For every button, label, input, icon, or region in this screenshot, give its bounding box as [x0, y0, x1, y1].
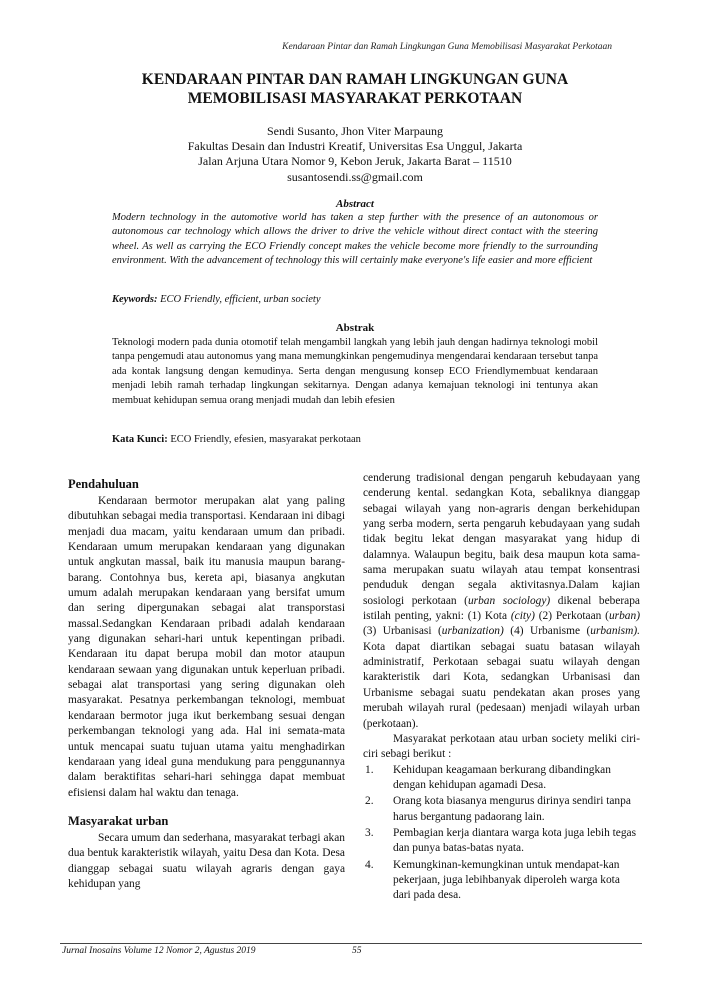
- keywords-en-label: Keywords:: [112, 294, 158, 305]
- text-run: cenderung tradisional dengan pengaruh kebudayaan yang cenderung kental. sedangkan Kota, sebaliknya dianggap sebagai wilayah yang non-agraris dengan berkehidupan yang serba modern, serta pengaruh kebudayaan yang sudah tidak begitu lekat dengan masyarakat yang hidup di dalamnya. Walaupun begitu, baik desa maupun kota sama-sama merupakan suatu wilayah atau tempat konsentrasi penduduk dengan segala aktivitasnya.Dalam kajian sosiologi perkotaan (: [363, 472, 640, 607]
- section-heading-pendahuluan: Pendahuluan: [68, 477, 139, 491]
- list-text: Kemungkinan-kemungkinan untuk mendapat-kan pekerjaan, juga lebihbanyak diperoleh warga kota dari pada desa.: [393, 858, 620, 902]
- term-urbanization: urbanization): [441, 625, 504, 638]
- keywords-en-values: ECO Friendly, efficient, urban society: [157, 294, 321, 305]
- text-run: (4) Urbanisme (: [503, 625, 591, 638]
- keywords-id-values: ECO Friendly, efesien, masyarakat perkotaan: [167, 434, 361, 445]
- author-email: susantosendi.ss@gmail.com: [287, 169, 423, 184]
- list-item: [363, 858, 640, 904]
- list-item: [363, 826, 640, 857]
- text-run: dikenal beberapa istilah penting, yakni: (1) Kota: [363, 594, 640, 623]
- text-run: (2) Perkotaan (: [534, 610, 609, 623]
- text-run: (3) Urbanisasi (: [363, 625, 442, 638]
- paper-title: [60, 70, 650, 108]
- paper-title-line-1: KENDARAAN PINTAR DAN RAMAH LINGKUNGAN GUNA: [141, 71, 569, 88]
- list-number: 4.: [365, 858, 374, 871]
- ciri-list: [363, 763, 640, 904]
- running-head: Kendaraan Pintar dan Ramah Lingkungan Guna Memobilisasi Masyarakat Perkotaan: [282, 42, 612, 52]
- pendahuluan-paragraph: Kendaraan bermotor merupakan alat yang paling dibutuhkan sebagai media transportasi. Kendaraan ini dibagi menjadi dua macam, yaitu kendaraan umum dan pribadi. Kendaraan umum merupakan kendaraan yang digunakan untuk angkutan massal, baik itu manusia maupun barang-barang. Contohnya bus, kereta api, biasanya angkutan umum adalah merupakan kendaraan yang bersifat umum dan sering dipergunakan sebagai alat transporstasi massal.Sedangkan Kendaraan pribadi adalah kendaraan yang digunakan sehari-hari untuk kepentingan pribadi. Kendaraan itu dapat berupa mobil dan motor ataupun kendaraan sewaan yang digunakan untuk keperluan pribadi. sebagai alat transportasi yang sering digunakan oleh masyarakat. Pesatnya perkembangan teknologi, membuat kendaraan bermotor juga ikut berkembang sesuai dengan perkembangan teknologi yang ada. Hal ini semata-mata untuk mencapai suatu tujuan utama yaitu menghadirkan kendaraan yang ideal guna mendukung para penggunannya dalam beraktifitas sehari-hari sehingga dapat membuat efisiensi dalam hal waktu dan tenaga.: [68, 495, 345, 799]
- term-urban-sociology: urban sociology): [467, 594, 551, 607]
- author-names: Sendi Susanto, Jhon Viter Marpaung: [266, 124, 444, 138]
- author-address: Jalan Arjuna Utara Nomor 9, Kebon Jeruk, Jakarta Barat – 11510: [198, 154, 512, 169]
- abstract-id-text: Teknologi modern pada dunia otomotif telah mengambil langkah yang lebih jauh dengan hadirnya teknologi mobil tanpa pengemudi atau autonomus yang mana memungkinkan pengemudinya mengendarai kendaraan tersebut tanpa ada kontak langsung dengan kemudinya. Serta dengan mengusung konsep ECO Friendlymembuat kendaraan menjadi lebih ramah terhadap lingkungan sekitarnya. Dengan adanya kemajuan teknologi ini tentunya akan membuat kehidupan semua orang menjadi mudah dan lebih efesien: [112, 337, 598, 406]
- term-urban: urban): [608, 610, 640, 623]
- text-run: Kota dapat diartikan sebagai suatu batasan wilayah administratif, Perkotaan sebagai suatu wilayah dengan karakteristik dari Kota, sedangkan Urbanisasi dan Urbanisme sebagai suatu pendekatan akan proses yang merubah wilayah rural (pedesaan) menjadi wilayah urban (perkotaan).: [363, 640, 640, 730]
- paper-title-line-2: MEMOBILISASI MASYARAKAT PERKOTAAN: [187, 90, 523, 107]
- abstract-en-text: Modern technology in the automotive world has taken a step further with the presence of an autonomous or autonomous car technology which allows the driver to drive the vehicle without direct contact with the steering wheel. As well as carrying the ECO Friendly concept makes the vehicle become more friendly to the surrounding environment. With the advancement of technology this will certainly make everyone's life easier and more efficient: [112, 212, 598, 267]
- masyarakat-urban-paragraph-continued: [363, 471, 640, 732]
- list-text: Pembagian kerja diantara warga kota juga lebih tegas dan punya batas-batas nyata.: [393, 826, 637, 855]
- author-block: [60, 124, 650, 185]
- list-text: Orang kota biasanya mengurus dirinya sendiri tanpa harus bergantung padaorang lain.: [393, 795, 631, 823]
- footer-journal: Jurnal Inosains Volume 12 Nomor 2, Agustus 2019: [62, 946, 256, 956]
- keywords-id: [112, 434, 598, 445]
- list-text: Kehidupan keagamaan berkurang dibandingkan dengan kehidupan agamadi Desa.: [393, 763, 611, 791]
- list-number: 1.: [365, 763, 374, 776]
- section-heading-masyarakat-urban: Masyarakat urban: [68, 813, 169, 828]
- masyarakat-urban-paragraph-start: Secara umum dan sederhana, masyarakat terbagi akan dua bentuk karakteristik wilayah, yaitu Desa dan Kota. Desa dianggap sebagai suatu wilayah agraris dengan gaya kehidupan yang: [68, 831, 345, 890]
- keywords-en: [112, 294, 598, 305]
- abstract-id-heading: Abstrak: [335, 322, 375, 334]
- list-number: 2.: [365, 795, 374, 808]
- footer-page-number: 55: [352, 946, 362, 956]
- term-city: (city): [510, 610, 535, 623]
- keywords-id-label: Kata Kunci:: [112, 434, 168, 445]
- abstract-en-heading: Abstract: [336, 198, 374, 210]
- term-urbanism: urbanism).: [590, 625, 640, 638]
- list-item: [363, 794, 640, 825]
- list-item: [363, 763, 640, 794]
- footer-divider: [60, 943, 642, 944]
- ciri-intro-paragraph: Masyarakat perkotaan atau urban society meliki ciri-ciri sebagi berikut :: [363, 732, 640, 761]
- list-number: 3.: [365, 826, 374, 839]
- author-affiliation: Fakultas Desain dan Industri Kreatif, Universitas Esa Unggul, Jakarta: [187, 139, 523, 154]
- left-column: [68, 476, 345, 892]
- right-column: [363, 471, 640, 905]
